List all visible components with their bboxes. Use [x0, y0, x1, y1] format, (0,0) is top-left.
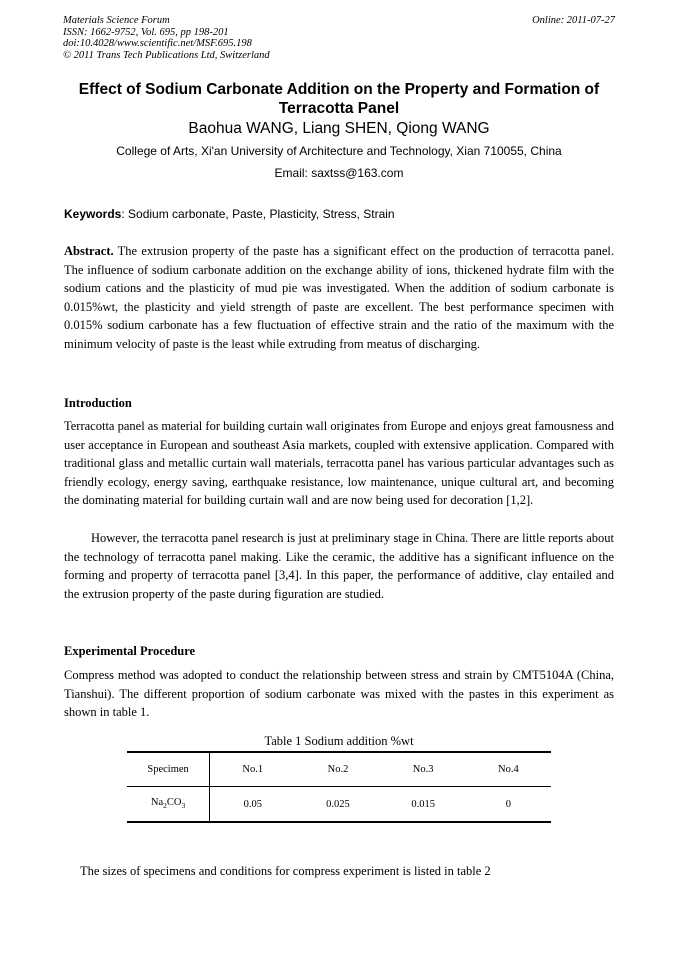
table-header-cell: No.1: [210, 752, 296, 787]
table-header-cell: No.3: [381, 752, 466, 787]
abstract: [64, 242, 614, 354]
closing-sentence: The sizes of specimens and conditions for compress experiment is listed in table 2: [80, 864, 491, 878]
keywords: [64, 206, 616, 222]
introduction-paragraph-1: Terracotta panel as material for building curtain wall originates from Europe and enjoys great famousness and user acceptance in European and southeast Asia markets, coupled with extensive application. Compared with traditional glass and metallic curtain wall materials, terracotta panel has various particular advantages such as friendly ecology, energy saving, earthquake resistance, low maintenance, unique cultural art, and becoming the dominating material for building curtain wall and are now being used for decoration [1,2].: [64, 419, 614, 508]
paper-title: Effect of Sodium Carbonate Addition on the Property and Formation of Terracotta Panel: [78, 81, 600, 117]
abstract-text: The extrusion property of the paste has a significant effect on the production of terracotta panel. The influence of sodium carbonate addition on the exchange ability of ions, thickened hydrate film with the sodium cations and the plasticity of mud pie was investigated. When the addition of sodium carbonate is 0.015%wt, the plasticity and yield strength of paste are excellent. The best performance specimen with 0.015% sodium carbonate has a few fluctuation of effective strain and the ratio of the maximum with the minimum velocity of paste is the least while extruding from meatus of discharging.: [64, 244, 614, 351]
email: Email: saxtss@163.com: [274, 166, 404, 180]
table-cell: 0.025: [295, 787, 380, 823]
table-cell: 0: [466, 787, 551, 823]
affiliation: College of Arts, Xi'an University of Architecture and Technology, Xian 710055, China: [116, 144, 562, 158]
online-date: Online: 2011-07-27: [532, 15, 615, 26]
table-header-cell: No.2: [295, 752, 380, 787]
table-row: [127, 787, 551, 823]
paper-authors: Baohua WANG, Liang SHEN, Qiong WANG: [188, 120, 490, 137]
sodium-addition-table: [127, 751, 551, 823]
row-label-sub-2: 2: [163, 801, 167, 811]
doi-line: doi:10.4028/www.scientific.net/MSF.695.198: [63, 38, 252, 49]
keywords-text: : Sodium carbonate, Paste, Plasticity, Stress, Strain: [121, 207, 395, 221]
introduction-heading: Introduction: [64, 396, 132, 410]
issn-line: ISSN: 1662-9752, Vol. 695, pp 198-201: [63, 26, 229, 38]
table-caption: Table 1 Sodium addition %wt: [264, 734, 414, 748]
table-header-cell: Specimen: [127, 752, 210, 787]
keywords-label: Keywords: [64, 207, 122, 221]
row-label-co: CO: [166, 797, 182, 809]
journal-name: Materials Science Forum: [63, 15, 170, 26]
table-header-cell: No.4: [466, 752, 551, 787]
journal-header: [63, 15, 270, 61]
row-label-na: Na: [150, 797, 164, 809]
abstract-label: Abstract.: [64, 244, 114, 258]
experimental-heading: Experimental Procedure: [64, 644, 196, 658]
table-cell: 0.05: [210, 787, 296, 823]
row-label-na2co3: [127, 787, 210, 823]
introduction-paragraph-2: However, the terracotta panel research is just at preliminary stage in China. There are little reports about the technology of terracotta panel making. Like the ceramic, the additive has a significant influence on the forming and property of terracotta panel [3,4]. In this paper, the performance of additive, clay entailed and the extrusion property of the paste during figuration are studied.: [64, 531, 614, 601]
row-label-sub-3: 3: [181, 801, 186, 811]
copyright-line: © 2011 Trans Tech Publications Ltd, Switzerland: [63, 49, 270, 61]
table-cell: 0.015: [381, 787, 466, 823]
table-header-row: [127, 752, 551, 787]
experimental-paragraph-1: Compress method was adopted to conduct the relationship between stress and strain by CMT5104A (China, Tianshui). The different proportion of sodium carbonate was mixed with the pastes in this experiment as shown in table 1.: [64, 668, 614, 720]
